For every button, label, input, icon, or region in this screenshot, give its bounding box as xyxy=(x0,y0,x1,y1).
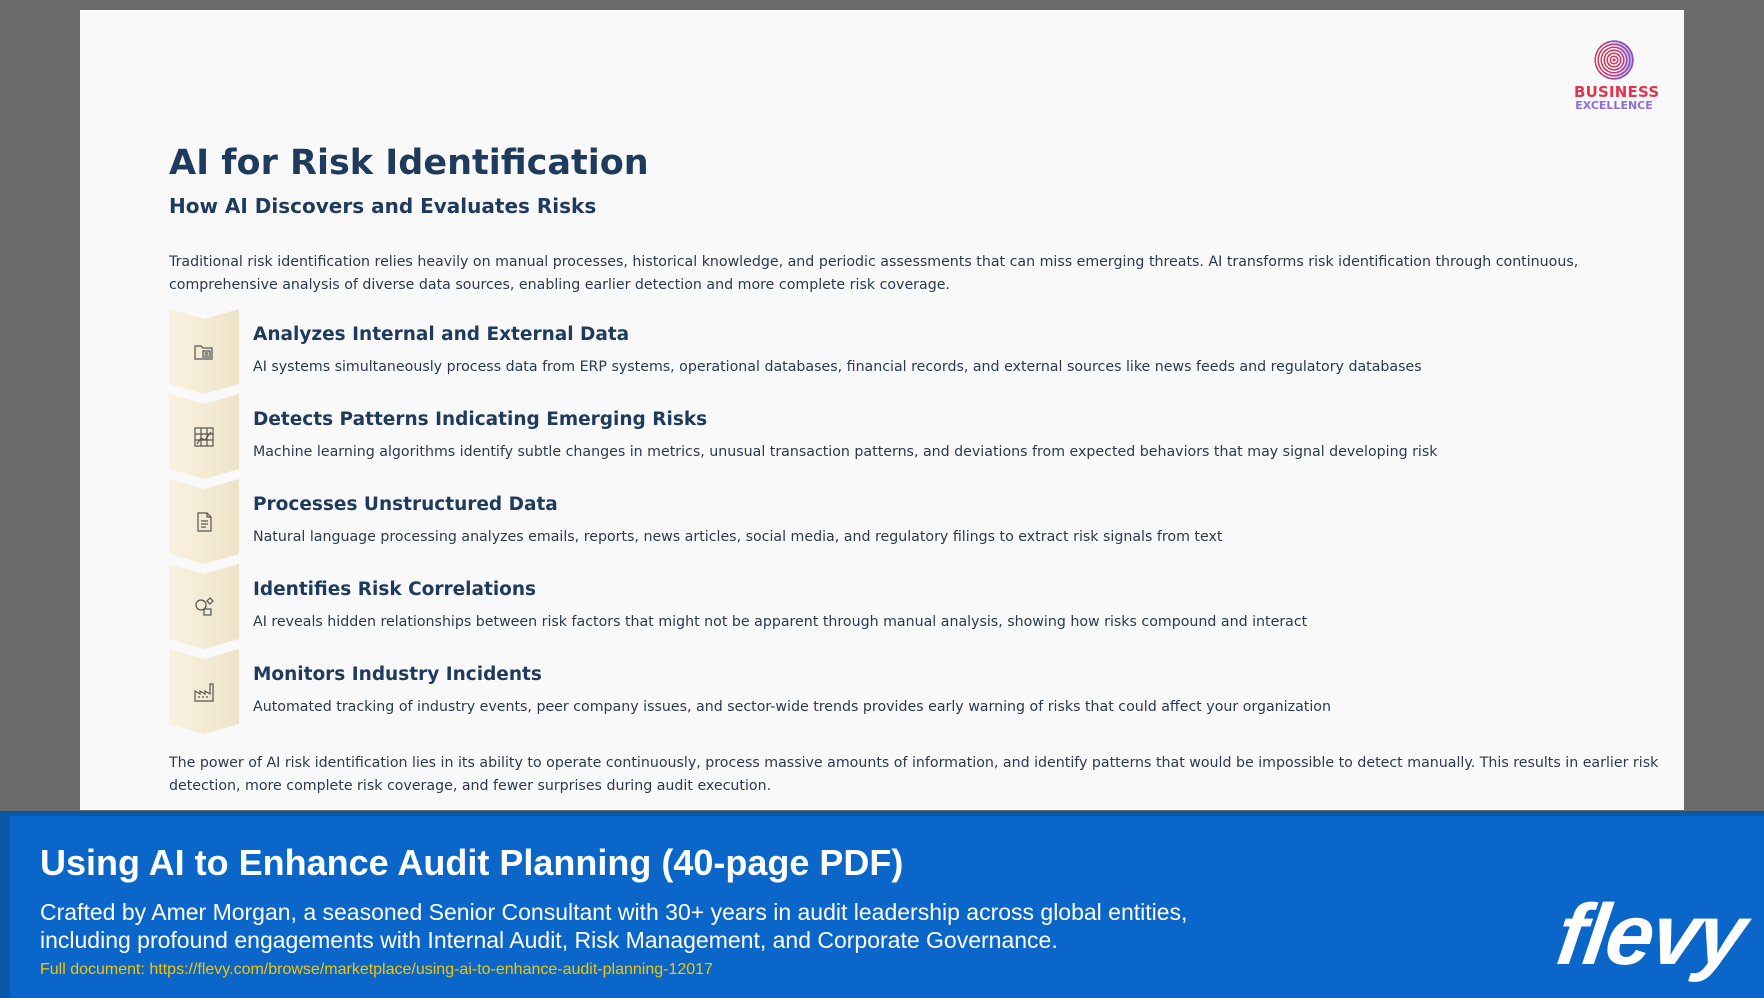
item-badge xyxy=(169,564,239,649)
document-description: Crafted by Amer Morgan, a seasoned Senior Consultant with 30+ years in audit leadership across global entities, including profound engagements with Internal Audit, Risk Management, and Corporate Governance. xyxy=(40,899,1188,953)
item-badge xyxy=(169,479,239,564)
slide-subtitle: How AI Discovers and Evaluates Risks xyxy=(169,194,597,218)
item-title: Processes Unstructured Data xyxy=(253,494,558,515)
item-badge xyxy=(169,649,239,734)
full-document-link[interactable]: Full document: https://flevy.com/browse/marketplace/using-ai-to-enhance-audit-planning-12017 xyxy=(40,961,713,978)
document-title xyxy=(40,842,903,884)
document-page-count: (40-page PDF) xyxy=(651,842,904,883)
capability-list xyxy=(169,309,1629,734)
item-badge xyxy=(169,394,239,479)
list-item xyxy=(169,479,1629,564)
banner-edge xyxy=(0,816,10,998)
item-title: Analyzes Internal and External Data xyxy=(253,324,630,345)
list-item xyxy=(169,309,1629,394)
document-title-main: Using AI to Enhance Audit Planning xyxy=(40,842,652,883)
logo-text-line2: EXCELLENCE xyxy=(1575,99,1653,112)
intro-paragraph: Traditional risk identification relies heavily on manual processes, historical knowledge, and periodic assessments that can miss emerging threats. AI transforms risk identification through continuous, comprehensive analysis of diverse data sources, enabling earlier detection and more complete risk coverage. xyxy=(169,254,1579,293)
factory-icon xyxy=(192,680,216,704)
business-excellence-logo xyxy=(1574,40,1660,112)
item-title: Monitors Industry Incidents xyxy=(253,664,542,685)
item-description: Machine learning algorithms identify subtle changes in metrics, unusual transaction patterns, and deviations from expected behaviors that may signal developing risk xyxy=(253,444,1438,460)
linked-shapes-icon xyxy=(192,595,216,619)
promo-banner xyxy=(0,811,1764,998)
item-description: AI systems simultaneously process data from ERP systems, operational databases, financial records, and external sources like news feeds and regulatory databases xyxy=(253,359,1422,375)
item-title: Detects Patterns Indicating Emerging Risks xyxy=(253,409,708,430)
conclusion-paragraph: The power of AI risk identification lies in its ability to operate continuously, process massive amounts of information, and identify patterns that would be impossible to detect manually. This results in earlier risk detection, more complete risk coverage, and fewer surprises during audit execution. xyxy=(169,755,1659,794)
list-item xyxy=(169,564,1629,649)
flevy-logo[interactable]: flevy xyxy=(1551,887,1751,983)
slide xyxy=(80,10,1684,810)
item-badge xyxy=(169,309,239,394)
item-description: Automated tracking of industry events, peer company issues, and sector-wide trends provides early warning of risks that could affect your organization xyxy=(253,699,1331,715)
fingerprint-logo-icon xyxy=(1594,40,1634,80)
document-icon xyxy=(192,510,216,534)
list-item xyxy=(169,394,1629,479)
slide-title: AI for Risk Identification xyxy=(169,143,649,183)
item-description: AI reveals hidden relationships between risk factors that might not be apparent through manual analysis, showing how risks compound and interact xyxy=(253,614,1308,630)
grid-pattern-icon xyxy=(192,425,216,449)
item-title: Identifies Risk Correlations xyxy=(253,579,537,600)
item-description: Natural language processing analyzes emails, reports, news articles, social media, and regulatory filings to extract risk signals from text xyxy=(253,529,1223,545)
list-item xyxy=(169,649,1629,734)
folder-icon xyxy=(192,340,216,364)
logo-text-line1: BUSINESS xyxy=(1574,83,1660,101)
